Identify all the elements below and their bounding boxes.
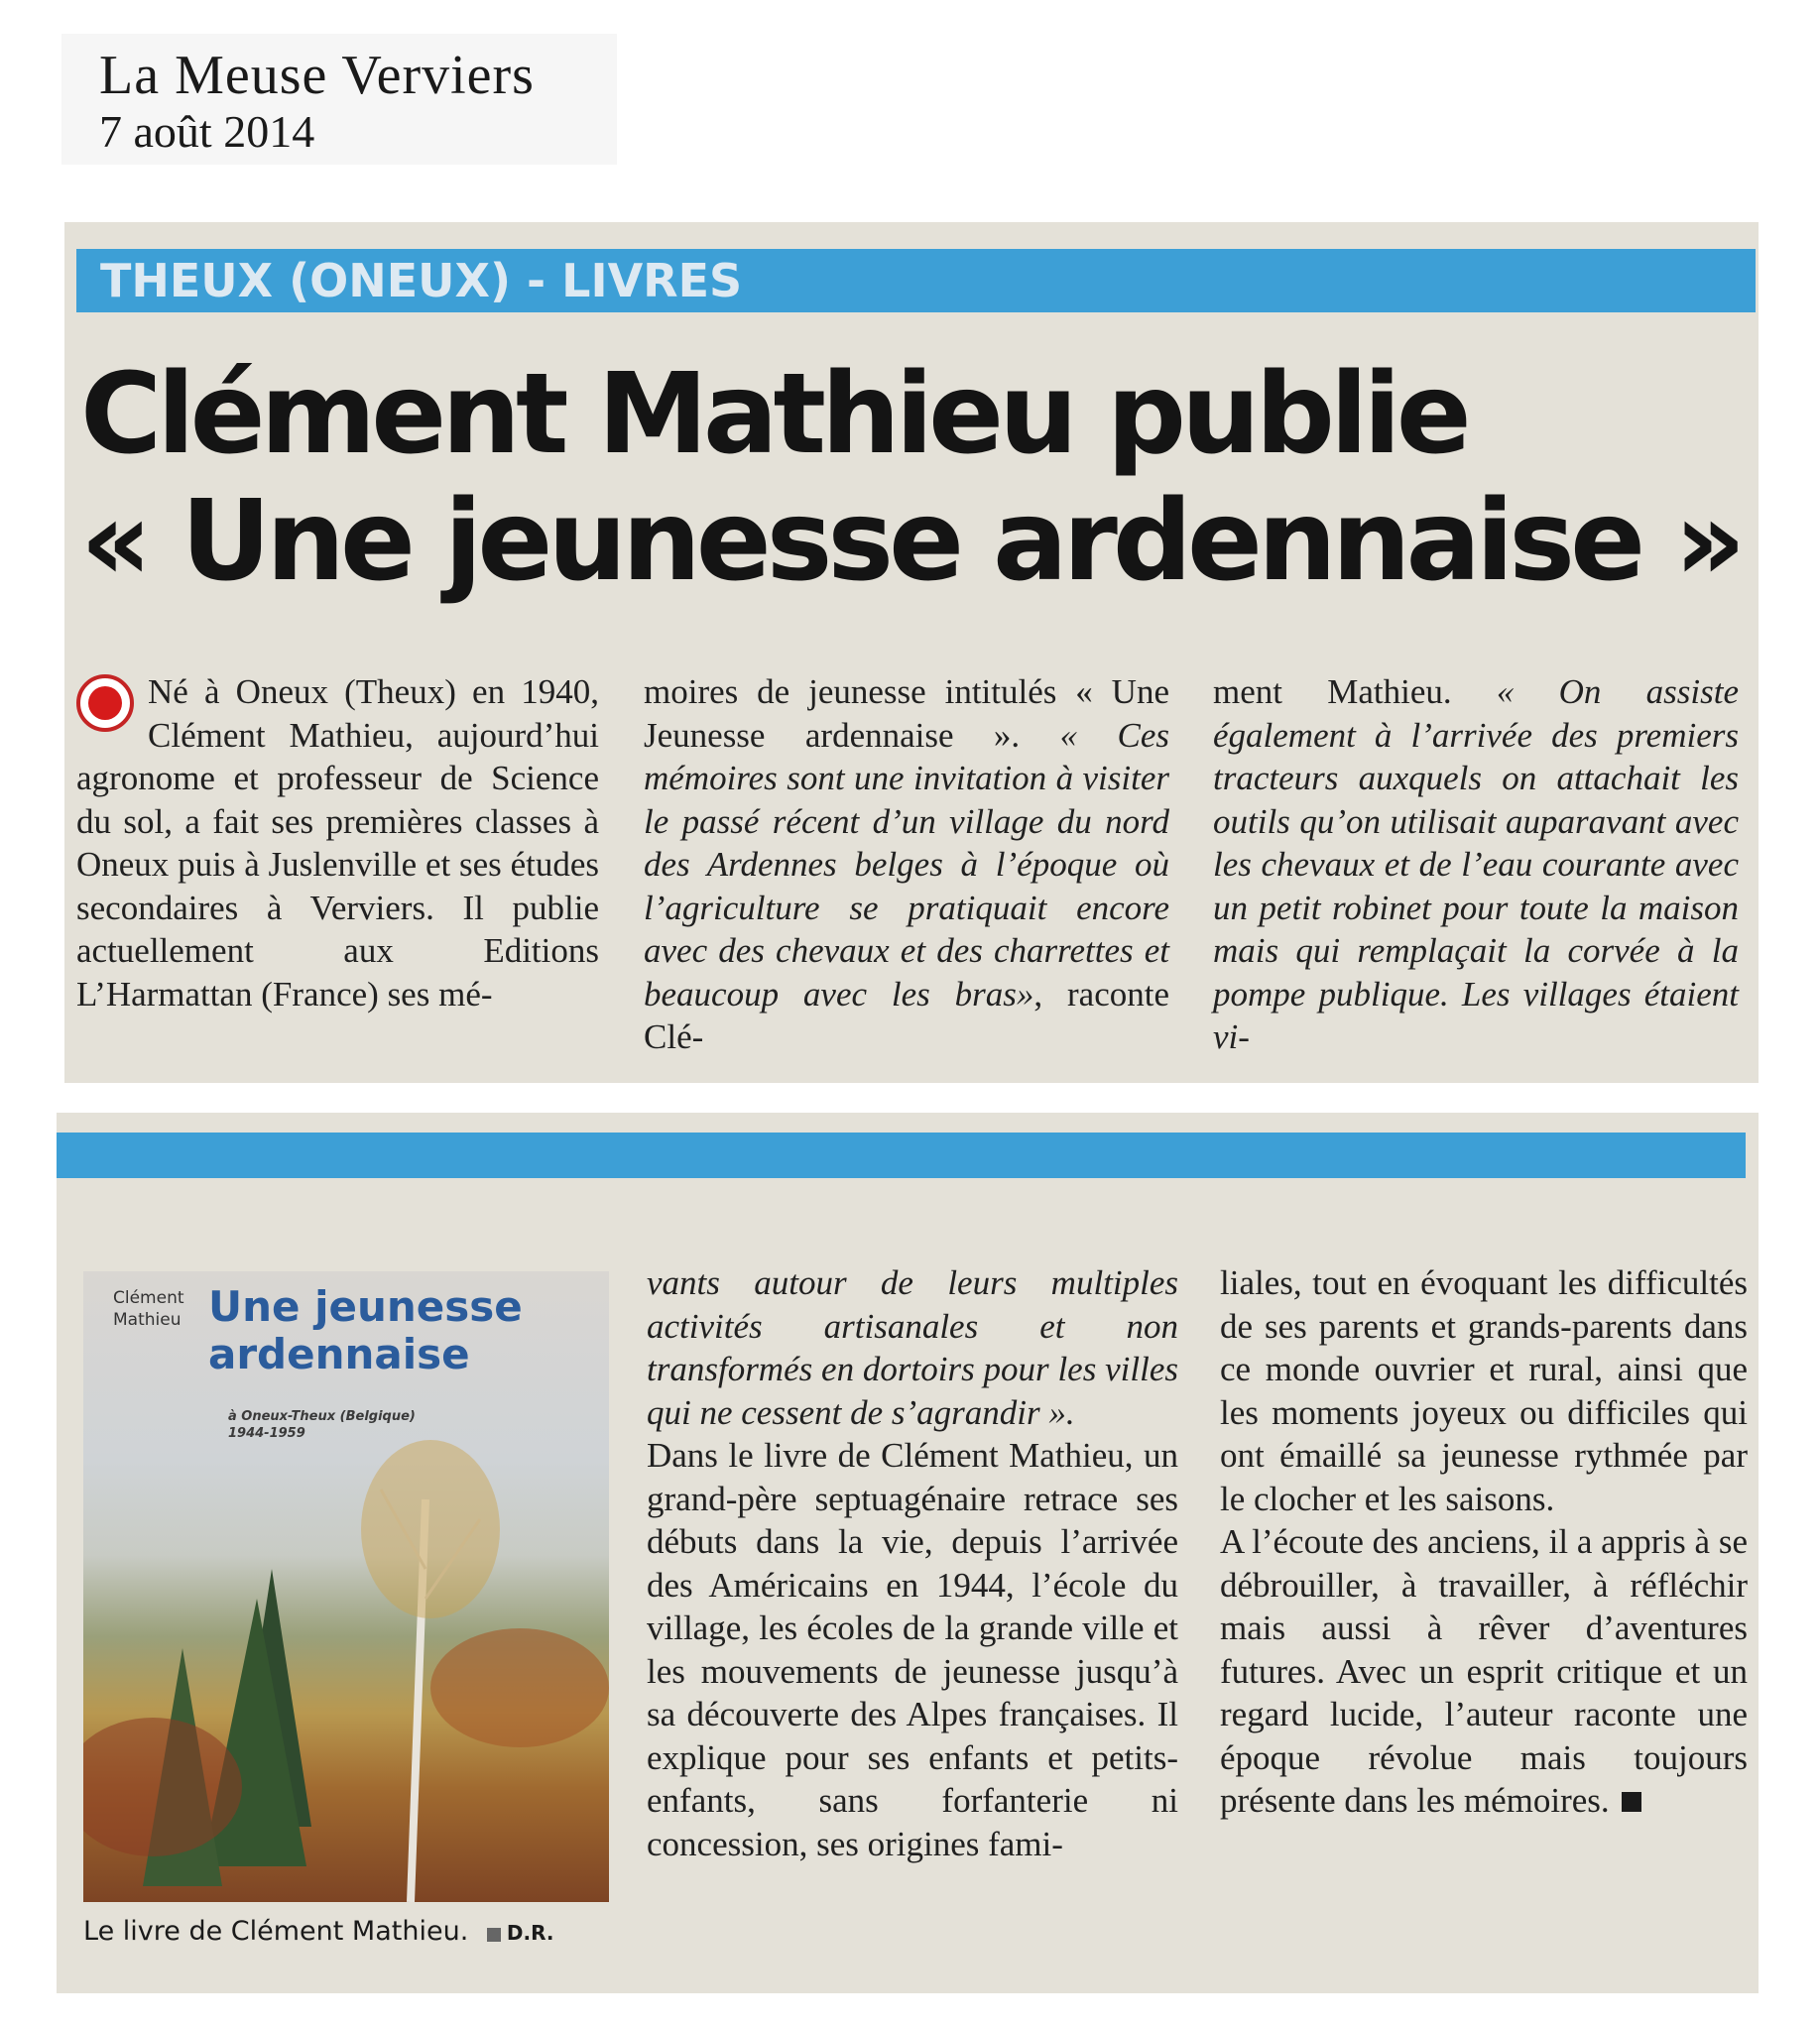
column-2-quote: « Ces mémoires sont une invitation à visiter le passé récent d’un village du nord des Ardennes belges à l’époque où l’agriculture se pratiquait encore avec des chevaux et des charrettes et beaucoup avec les bras»: [644, 715, 1170, 1014]
cover-title-line-2: ardennaise: [208, 1330, 470, 1378]
article-clipping-top: [64, 222, 1759, 1083]
book-cover-image: [83, 1271, 609, 1902]
newspaper-name: La Meuse Verviers: [99, 45, 535, 106]
article-column-3: [1213, 670, 1739, 1059]
section-band: THEUX (ONEUX) - LIVRES: [76, 249, 1756, 312]
publication-date: 7 août 2014: [99, 106, 315, 157]
column-5-paragraph-1: liales, tout en évoquant les difficultés de ses parents et grands-parents dans ce monde ouvrier et rural, ainsi que les moments joyeux ou difficiles qui ont émaillé sa jeunesse rythmée par le clocher et les saisons.: [1220, 1263, 1748, 1518]
cover-title-line-1: Une jeunesse: [208, 1282, 523, 1331]
cover-years: 1944-1959: [228, 1426, 305, 1441]
headline-line-2: « Une jeunesse ardennaise »: [80, 477, 1742, 606]
column-2-intro: moires de jeunesse intitulés « Une Jeunesse ardennaise ».: [644, 672, 1169, 755]
cover-author-first: Clément: [113, 1288, 184, 1308]
headline: [80, 350, 1742, 606]
article-column-5: [1220, 1261, 1748, 1823]
column-5-paragraph-2-text: A l’écoute des anciens, il a appris à se débrouiller, à travailler, à réfléchir mais aussi à rêver d’aventures futures. Avec un esprit critique et un regard lucide, l’auteur raconte une époque révolue mais toujours présente dans les mémoires.: [1220, 1522, 1748, 1820]
image-caption: [83, 1916, 553, 1947]
article-column-2: [644, 670, 1169, 1059]
column-4-paragraph: Dans le livre de Clément Mathieu, un grand-père septuagénaire retrace ses débuts dans la vie, depuis l’arrivée des Américains en 1944, l’école du village, les écoles de la grande ville et les mouvements de jeunesse jusqu’à sa découverte des Alpes françaises. Il explique pour ses enfants et petits-enfants, sans forfanterie ni concession, ses origines fami-: [647, 1436, 1178, 1863]
caption-text: Le livre de Clément Mathieu.: [83, 1916, 469, 1947]
column-3-intro: ment Mathieu.: [1213, 672, 1497, 711]
caption-credit: D.R.: [487, 1921, 554, 1945]
column-3-quote: « On assiste également à l’arrivée des premiers tracteurs auxquels on attachait les outils qu’on utilisait auparavant avec les chevaux et de l’eau courante avec un petit robinet pour toute la maison mais qui remplaçait la corvée à la pompe publique. Les villages étaient vi-: [1213, 672, 1739, 1056]
source-label: [61, 34, 617, 165]
headline-line-1: Clément Mathieu publie: [80, 350, 1467, 479]
column-5-paragraph-2: [1220, 1520, 1748, 1823]
red-bullet-icon: [76, 674, 134, 732]
end-of-article-icon: [1622, 1792, 1641, 1812]
cover-place: à Oneux-Theux (Belgique): [228, 1409, 416, 1424]
article-column-4: [647, 1261, 1178, 1865]
article-column-1: [76, 670, 599, 1015]
cover-author-last: Mathieu: [113, 1310, 182, 1330]
column-1-text: Né à Oneux (Theux) en 1940, Clément Mathieu, aujourd’hui agronome et professeur de Science du sol, a fait ses premières classes à Oneux puis à Juslenville et ses études secondaires à Verviers. Il publie actuellement aux Editions L’Harmattan (France) ses mé-: [76, 672, 599, 1014]
column-4-quote: vants autour de leurs multiples activités artisanales et non transformés en dortoirs pour les villes qui ne cessent de s’agrandir ».: [647, 1263, 1178, 1432]
column-2-tail: , raconte Clé-: [644, 974, 1170, 1056]
cover-subtitle: [228, 1408, 416, 1442]
article-clipping-bottom: [57, 1113, 1759, 1993]
cover-author: [113, 1287, 184, 1331]
section-band-continued: [57, 1133, 1746, 1178]
cover-title: [208, 1283, 523, 1378]
